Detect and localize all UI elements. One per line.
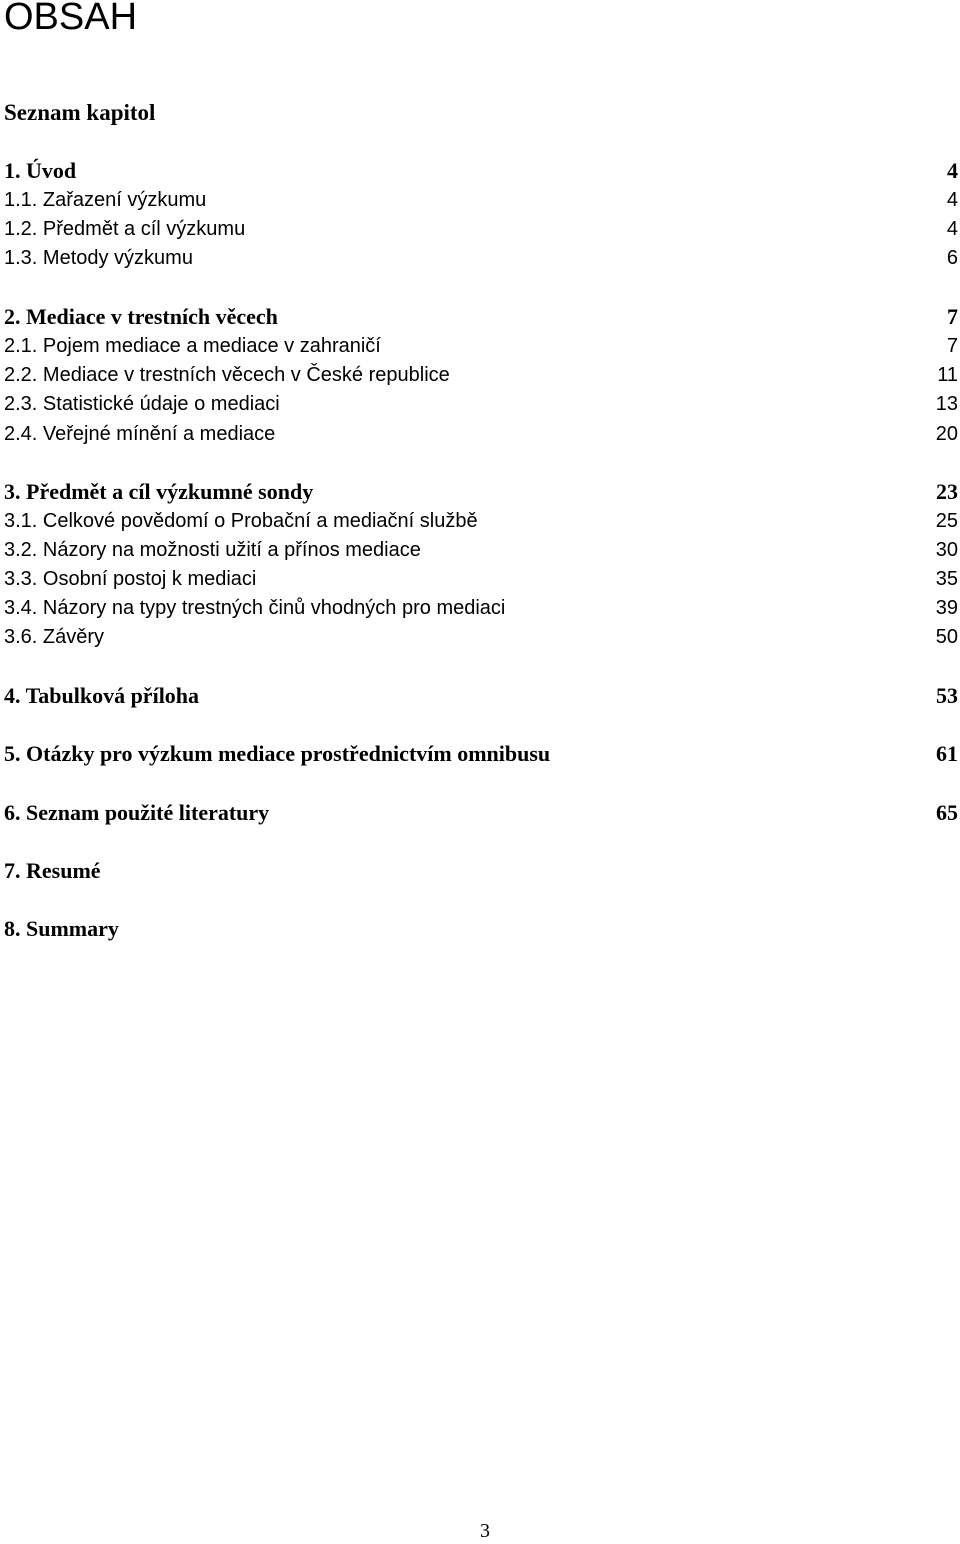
toc-entry-label: 2.2. Mediace v trestních věcech v České republice bbox=[4, 364, 450, 386]
toc-entry-label: 5. Otázky pro výzkum mediace prostřednictvím omnibusu bbox=[4, 741, 551, 766]
toc-entry-chapter-5[interactable] bbox=[4, 740, 958, 768]
toc-entry-chapter-3[interactable] bbox=[4, 478, 958, 506]
toc-entry-section-1-1[interactable] bbox=[4, 186, 958, 214]
toc-entry-label: 3. Předmět a cíl výzkumné sondy bbox=[4, 479, 314, 504]
toc-entry-section-1-3[interactable] bbox=[4, 244, 958, 272]
toc-entry-page: 53 bbox=[936, 683, 958, 708]
toc-entry-chapter-7[interactable] bbox=[4, 857, 958, 885]
toc-entry-section-2-3[interactable] bbox=[4, 390, 958, 418]
page-number: 3 bbox=[480, 1520, 490, 1542]
toc-entry-section-3-2[interactable] bbox=[4, 536, 958, 564]
toc-entry-section-3-4[interactable] bbox=[4, 594, 958, 622]
toc-entry-page: 7 bbox=[947, 304, 958, 329]
toc-entry-label: 2. Mediace v trestních věcech bbox=[4, 304, 278, 329]
toc-entry-section-2-1[interactable] bbox=[4, 332, 958, 360]
toc-entry-page: 7 bbox=[946, 335, 958, 357]
toc-entry-label: 3.4. Názory na typy trestných činů vhodných pro mediaci bbox=[4, 597, 506, 619]
toc-entry-page: 11 bbox=[937, 364, 958, 386]
toc-entry-label: 8. Summary bbox=[4, 916, 119, 941]
toc-entry-chapter-4[interactable] bbox=[4, 682, 958, 710]
toc-entry-label: 3.3. Osobní postoj k mediaci bbox=[4, 568, 257, 590]
toc-entry-page: 30 bbox=[935, 539, 958, 561]
page-title: OBSAH bbox=[4, 0, 138, 38]
toc-entry-label: 4. Tabulková příloha bbox=[4, 683, 200, 708]
toc-entry-label: 2.4. Veřejné mínění a mediace bbox=[4, 423, 276, 445]
toc-entry-page: 35 bbox=[935, 568, 958, 590]
toc-entry-section-2-4[interactable] bbox=[4, 420, 958, 448]
toc-entry-chapter-6[interactable] bbox=[4, 799, 958, 827]
toc-entry-page: 25 bbox=[935, 510, 958, 532]
toc-entry-section-3-1[interactable] bbox=[4, 507, 958, 535]
toc-entry-chapter-2[interactable] bbox=[4, 303, 958, 331]
toc-entry-label: 7. Resumé bbox=[4, 858, 101, 883]
toc-entry-page: 61 bbox=[936, 741, 958, 766]
toc-entry-label: 3.6. Závěry bbox=[4, 626, 105, 648]
toc-entry-label: 1.1. Zařazení výzkumu bbox=[4, 189, 207, 211]
toc-entry-label: 1. Úvod bbox=[4, 158, 77, 183]
toc-entry-page: 6 bbox=[946, 247, 958, 269]
toc-entry-label: 3.1. Celkové povědomí o Probační a mediační službě bbox=[4, 510, 478, 532]
toc-entry-label: 1.3. Metody výzkumu bbox=[4, 247, 193, 269]
toc-entry-page: 65 bbox=[936, 800, 958, 825]
toc-entry-label: 2.1. Pojem mediace a mediace v zahraničí bbox=[4, 335, 381, 357]
toc-entry-page: 50 bbox=[935, 626, 958, 648]
toc-entry-chapter-8[interactable] bbox=[4, 915, 958, 943]
toc-entry-label: 2.3. Statistické údaje o mediaci bbox=[4, 393, 280, 415]
toc-entry-label: 3.2. Názory na možnosti užití a přínos mediace bbox=[4, 539, 421, 561]
toc-entry-page: 4 bbox=[946, 218, 958, 240]
toc-entry-page: 13 bbox=[935, 393, 958, 415]
toc-entry-page: 20 bbox=[935, 423, 958, 445]
toc-entry-section-3-6[interactable] bbox=[4, 623, 958, 651]
toc-entry-page: 4 bbox=[947, 158, 958, 183]
toc-entry-label: 1.2. Předmět a cíl výzkumu bbox=[4, 218, 246, 240]
toc-entry-page: 23 bbox=[936, 479, 958, 504]
toc-heading: Seznam kapitol bbox=[4, 100, 156, 125]
toc-entry-page: 4 bbox=[946, 189, 958, 211]
toc-entry-chapter-1[interactable] bbox=[4, 157, 958, 185]
toc-entry-section-3-3[interactable] bbox=[4, 565, 958, 593]
toc-entry-section-2-2[interactable] bbox=[4, 361, 958, 389]
toc-entry-section-1-2[interactable] bbox=[4, 215, 958, 243]
toc-entry-page: 39 bbox=[935, 597, 958, 619]
toc-entry-label: 6. Seznam použité literatury bbox=[4, 800, 270, 825]
